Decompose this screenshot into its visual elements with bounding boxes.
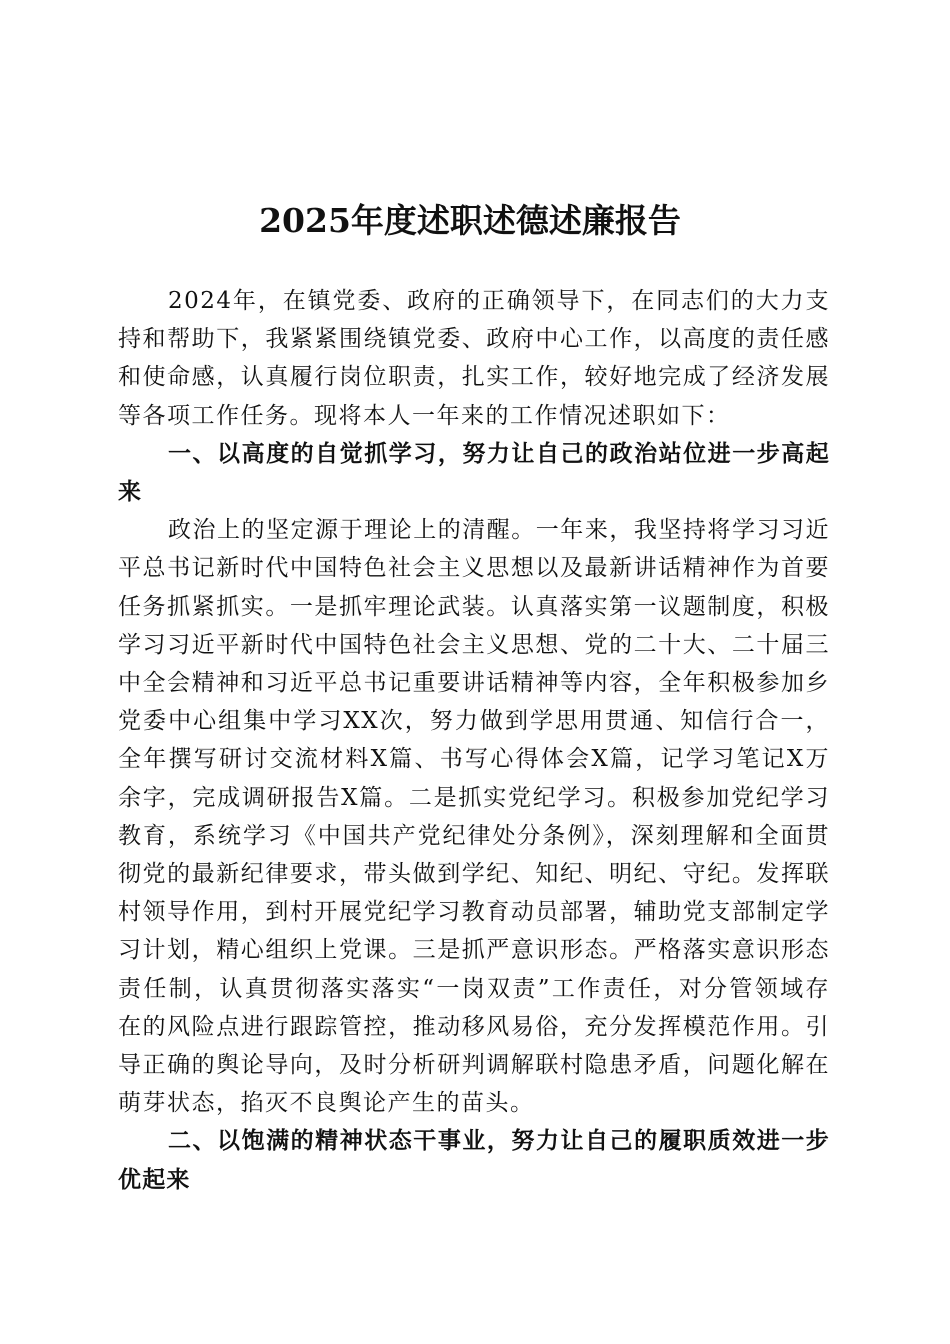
- intro-paragraph: 2024年，在镇党委、政府的正确领导下，在同志们的大力支持和帮助下，我紧紧围绕镇党委、政府中心工作，以高度的责任感和使命感，认真履行岗位职责，扎实工作，较好地完成了经济发展等各项工作任务。现将本人一年来的工作情况述职如下：: [118, 288, 830, 429]
- section-body-1: 政治上的坚定源于理论上的清醒。一年来，我坚持将学习习近平总书记新时代中国特色社会主义思想以及最新讲话精神作为首要任务抓紧抓实。一是抓牢理论武装。认真落实第一议题制度，积极学习习近平新时代中国特色社会主义思想、党的二十大、二十届三中全会精神和习近平总书记重要讲话精神等内容，全年积极参加乡党委中心组集中学习XX次，努力做到学思用贯通、知信行合一，全年撰写研讨交流材料X篇、书写心得体会X篇，记学习笔记X万余字，完成调研报告X篇。二是抓实党纪学习。积极参加党纪学习教育，系统学习《中国共产党纪律处分条例》，深刻理解和全面贯彻党的最新纪律要求，带头做到学纪、知纪、明纪、守纪。发挥联村领导作用，到村开展党纪学习教育动员部署，辅助党支部制定学习计划，精心组织上党课。三是抓严意识形态。严格落实意识形态责任制，认真贯彻落实落实“一岗双责”工作责任，对分管领域存在的风险点进行跟踪管控，推动移风易俗，充分发挥模范作用。引导正确的舆论导向，及时分析研判调解联村隐患矛盾，问题化解在萌芽状态，掐灭不良舆论产生的苗头。: [118, 517, 830, 1117]
- section-heading-2: 二、以饱满的精神状态干事业，努力让自己的履职质效进一步优起来: [118, 1128, 830, 1193]
- document-title: 2025年度述职述德述廉报告: [259, 201, 681, 240]
- section-heading-1: 一、以高度的自觉抓学习，努力让自己的政治站位进一步高起来: [118, 440, 830, 506]
- document-body: [118, 282, 830, 1199]
